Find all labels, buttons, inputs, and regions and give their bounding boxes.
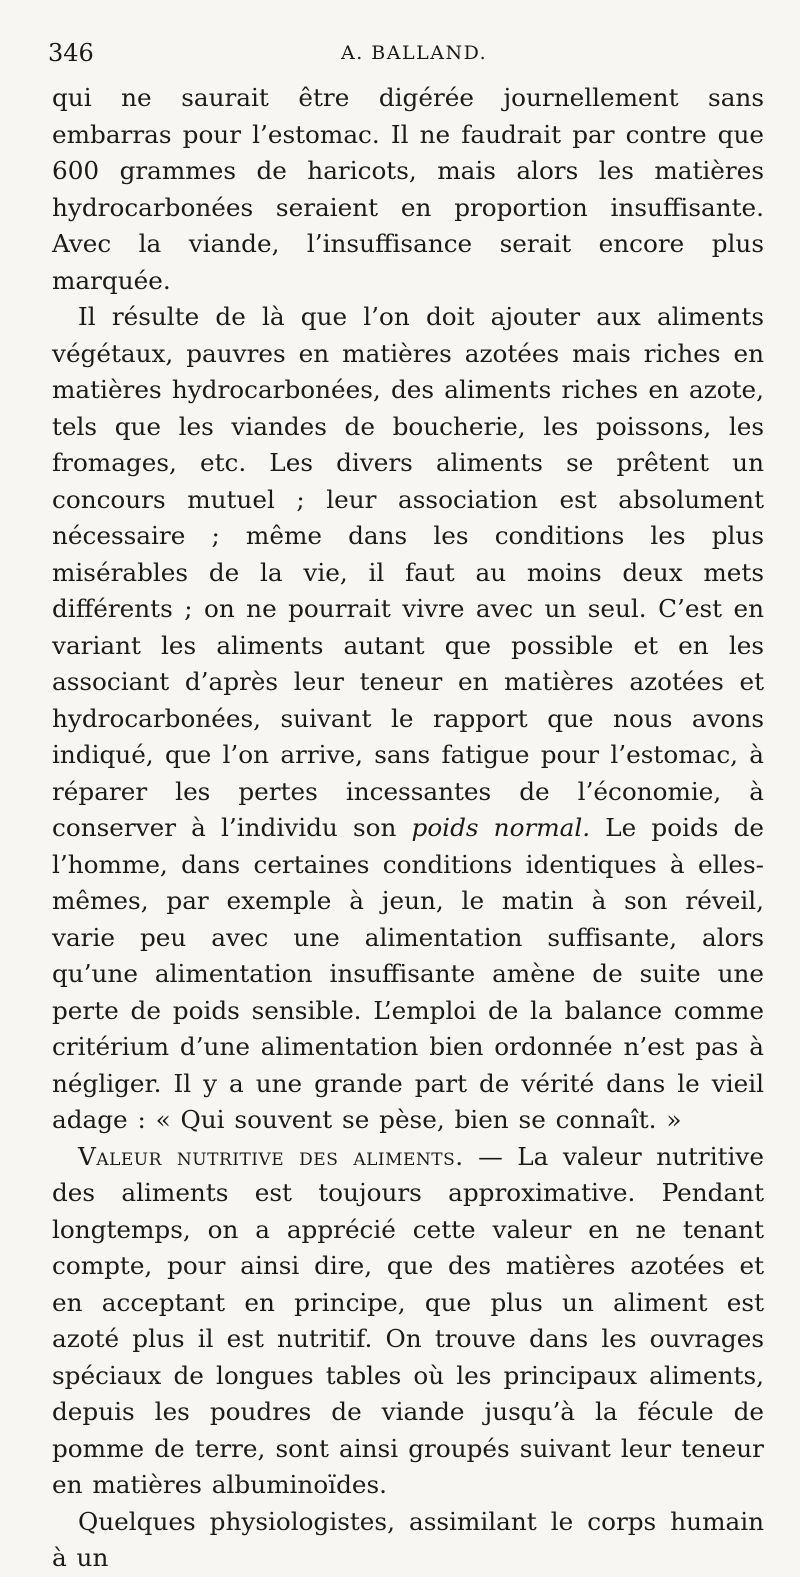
page-header <box>48 28 764 70</box>
paragraph-2-text-after: Le poids de l’homme, dans certaines conditions identiques à elles-mêmes, par exemple à jeun, le matin à son réveil, varie peu avec une alimentation suffisante, alors qu’une alimentation insuffisante amène de suite une perte de poids sensible. L’emploi de la balance comme critérium d’une alimentation bien ordonnée n’est pas à négliger. Il y a une grande part de vérité dans le vieil adage : « Qui souvent se pèse, bien se connaît. » <box>52 813 764 1134</box>
paragraph-3 <box>52 1139 764 1504</box>
paragraph-1-text: qui ne saurait être digérée journellement sans embarras pour l’estomac. Il ne faudrait par contre que 600 grammes de haricots, mais alors les matières hydrocarbonées seraient en proportion insuffisante. Avec la viande, l’insuffisance serait encore plus marquée. <box>52 83 764 295</box>
body-text <box>52 80 764 1577</box>
paragraph-4-text: Quelques physiologistes, assimilant le corps humain à un <box>52 1506 764 1572</box>
paragraph-2-text-before: Il résulte de là que l’on doit ajouter aux aliments végétaux, pauvres en matières azotées mais riches en matières hydrocarbonées, des aliments riches en azote, tels que les viandes de boucherie, les poissons, les fromages, etc. Les divers aliments se prêtent un concours mutuel ; leur association est absolument nécessaire ; même dans les conditions les plus misérables de la vie, il faut au moins deux mets différents ; on ne pourrait vivre avec un seul. C’est en variant les aliments autant que possible et en les associant d’après leur teneur en matières azotées et hydrocarbonées, suivant le rapport que nous avons indiqué, que l’on arrive, sans fatigue pour l’estomac, à réparer les pertes incessantes de l’économie, à conserver à l’individu son <box>52 302 764 842</box>
section-heading: Valeur nutritive des aliments. <box>78 1141 464 1171</box>
paragraph-3-text: — La valeur nutritive des aliments est toujours approximative. Pendant longtemps, on a apprécié cette valeur en ne tenant compte, pour ainsi dire, que des matières azotées et en acceptant en principe, que plus un aliment est azoté plus il est nutritif. On trouve dans les ouvrages spéciaux de longues tables où les principaux aliments, depuis les poudres de viande jusqu’à la fécule de pomme de terre, sont ainsi groupés suivant leur teneur en matières albuminoïdes. <box>52 1141 764 1499</box>
running-head: A. BALLAND. <box>341 42 488 64</box>
page-number: 346 <box>48 39 94 67</box>
paragraph-1 <box>52 80 764 299</box>
paragraph-4 <box>52 1504 764 1577</box>
paragraph-2-italic-text: poids normal. <box>411 813 591 842</box>
paragraph-2 <box>52 299 764 1139</box>
